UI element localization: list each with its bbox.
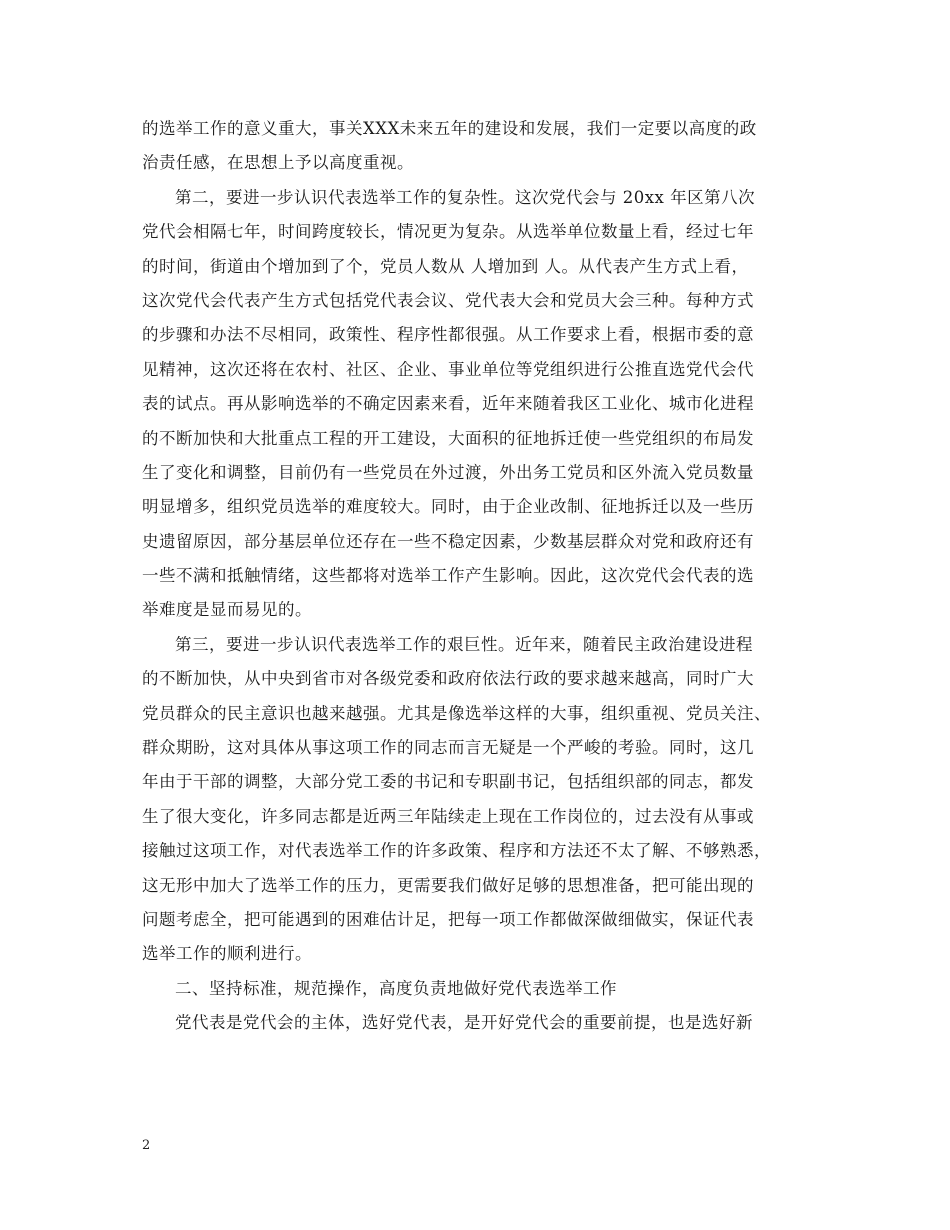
text-line: 的不断加快和大批重点工程的开工建设，大面积的征地拆迁使一些党组织的布局发 <box>142 428 754 448</box>
text-line: 生了很大变化，许多同志都是近两三年陆续走上现在工作岗位的，过去没有从事或 <box>142 806 754 826</box>
text-line: 党代会相隔七年，时间跨度较长，情况更为复杂。从选举单位数量上看，经过七年 <box>142 222 754 242</box>
text-line: 年由于干部的调整，大部分党工委的书记和专职副书记，包括组织部的同志，都发 <box>142 772 754 792</box>
section-heading: 二、坚持标准，规范操作，高度负责地做好党代表选举工作 <box>175 978 617 998</box>
text-line: 的时间，街道由个增加到了个，党员人数从 人增加到 人。从代表产生方式上看， <box>142 256 749 276</box>
body-text <box>142 112 812 1041</box>
text-line: 的不断加快，从中央到省市对各级党委和政府依法行政的要求越来越高，同时广大 <box>142 669 754 689</box>
text-line: 明显增多，组织党员选举的难度较大。同时，由于企业改制、征地拆迁以及一些历 <box>142 497 754 517</box>
text-line: 治责任感，在思想上予以高度重视。 <box>142 153 414 173</box>
text-line: 的步骤和办法不尽相同，政策性、程序性都很强。从工作要求上看，根据市委的意 <box>142 325 754 345</box>
text-line: 的选举工作的意义重大，事关XXX未来五年的建设和发展，我们一定要以高度的政 <box>142 119 757 138</box>
text-line: 这次党代会代表产生方式包括党代表会议、党代表大会和党员大会三种。每种方式 <box>142 290 754 310</box>
text-line: 第三，要进一步认识代表选举工作的艰巨性。近年来，随着民主政治建设进程 <box>175 634 753 654</box>
text-line: 一些不满和抵触情绪，这些都将对选举工作产生影响。因此，这次党代会代表的选 <box>142 566 754 586</box>
text-line: 接触过这项工作，对代表选举工作的许多政策、程序和方法还不太了解、不够熟悉， <box>142 841 771 861</box>
text-line: 党员群众的民主意识也越来越强。尤其是像选举这样的大事，组织重视、党员关注、 <box>142 703 771 723</box>
text-line: 史遗留原因，部分基层单位还存在一些不稳定因素，少数基层群众对党和政府还有 <box>142 531 754 551</box>
text-line: 选举工作的顺利进行。 <box>142 944 312 964</box>
text-line: 这无形中加大了选举工作的压力，更需要我们做好足够的思想准备，把可能出现的 <box>142 875 754 895</box>
text-line: 表的试点。再从影响选举的不确定因素来看，近年来随着我区工业化、城市化进程 <box>142 394 754 414</box>
page-number: 2 <box>142 1138 151 1153</box>
text-line: 第二，要进一步认识代表选举工作的复杂性。这次党代会与 20xx 年区第八次 <box>175 187 756 207</box>
text-line: 见精神，这次还将在农村、社区、企业、事业单位等党组织进行公推直选党代会代 <box>142 359 754 379</box>
text-line: 党代表是党代会的主体，选好党代表，是开好党代会的重要前提，也是选好新 <box>175 1013 753 1033</box>
text-line: 问题考虑全，把可能遇到的困难估计足，把每一项工作都做深做细做实，保证代表 <box>142 909 754 929</box>
text-line: 举难度是显而易见的。 <box>142 600 312 620</box>
text-line: 生了变化和调整，目前仍有一些党员在外过渡，外出务工党员和区外流入党员数量 <box>142 462 754 482</box>
text-line: 群众期盼，这对具体从事这项工作的同志而言无疑是一个严峻的考验。同时，这几 <box>142 738 754 758</box>
